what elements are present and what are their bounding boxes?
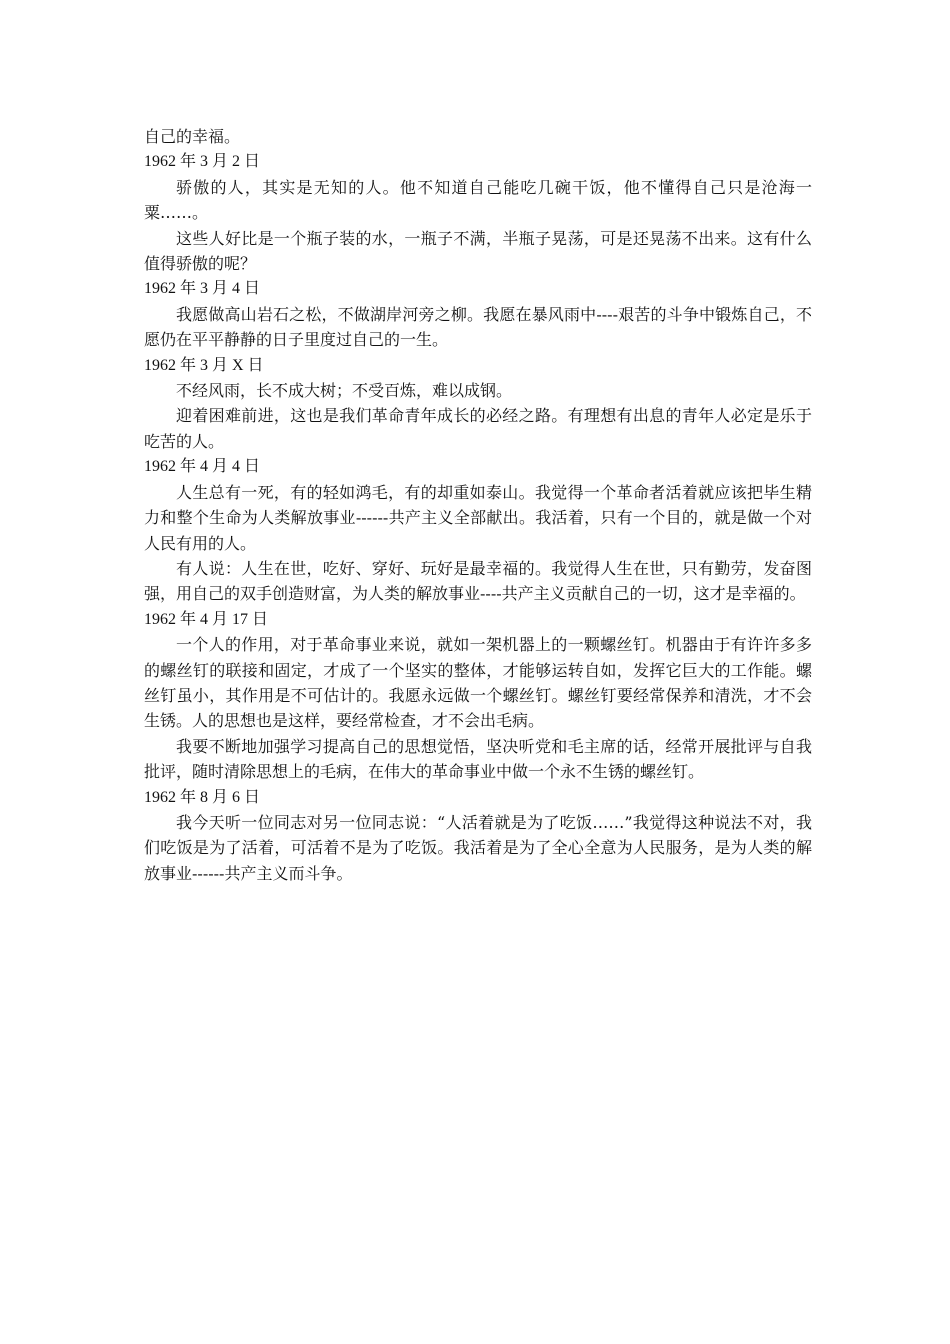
diary-text-body <box>144 124 812 886</box>
diary-paragraph: 迎着困难前进，这也是我们革命青年成长的必经之路。有理想有出息的青年人必定是乐于吃苦的人。 <box>144 406 812 451</box>
diary-paragraph: 骄傲的人，其实是无知的人。他不知道自己能吃几碗干饭，他不懂得自己只是沧海一粟……。 <box>144 177 812 223</box>
diary-paragraph: 有人说：人生在世，吃好、穿好、玩好是最幸福的。我觉得人生在世，只有勤劳，发奋图强，用自己的双手创造财富，为人类的解放事业----共产主义贡献自己的一切，这才是幸福的。 <box>144 558 812 604</box>
diary-paragraph: 人生总有一死，有的轻如鸿毛，有的却重如泰山。我觉得一个革命者活着就应该把毕生精力和整个生命为人类解放事业------共产主义全部献出。我活着，只有一个目的，就是做一个对人民有用的人。 <box>144 482 812 553</box>
diary-paragraph: 不经风雨，长不成大树；不受百炼，难以成钢。 <box>176 381 513 401</box>
diary-paragraph: 我要不断地加强学习提高自己的思想觉悟，坚决听党和毛主席的话，经常开展批评与自我批评，随时清除思想上的毛病，在伟大的革命事业中做一个永不生锈的螺丝钉。 <box>144 736 812 782</box>
diary-date: 1962 年 8 月 6 日 <box>144 788 261 806</box>
paragraph-continuation: 自己的幸福。 <box>144 127 241 146</box>
diary-date: 1962 年 3 月 X 日 <box>144 356 264 374</box>
diary-date: 1962 年 3 月 4 日 <box>144 280 261 298</box>
diary-date: 1962 年 4 月 4 日 <box>144 458 261 476</box>
diary-date: 1962 年 3 月 2 日 <box>144 153 261 171</box>
diary-paragraph: 这些人好比是一个瓶子装的水，一瓶子不满，半瓶子晃荡，可是还晃荡不出来。这有什么值得骄傲的呢？ <box>144 228 812 274</box>
diary-paragraph: 我愿做高山岩石之松，不做湖岸河旁之柳。我愿在暴风雨中----艰苦的斗争中锻炼自己，不愿仍在平平静静的日子里度过自己的一生。 <box>144 304 812 350</box>
diary-date: 1962 年 4 月 17 日 <box>144 610 269 628</box>
diary-paragraph: 我今天听一位同志对另一位同志说：“人活着就是为了吃饭……”我觉得这种说法不对，我们吃饭是为了活着，可活着不是为了吃饭。我活着是为了全心全意为人民服务，是为人类的解放事业------共产主义而斗争。 <box>144 812 812 883</box>
diary-paragraph: 一个人的作用，对于革命事业来说，就如一架机器上的一颗螺丝钉。机器由于有许许多多的螺丝钉的联接和固定，才成了一个坚实的整体，才能够运转自如，发挥它巨大的工作能。螺丝钉虽小，其作用是不可估计的。我愿永远做一个螺丝钉。螺丝钉要经常保养和清洗，才不会生锈。人的思想也是这样，要经常检查，才不会出毛病。 <box>144 635 812 731</box>
